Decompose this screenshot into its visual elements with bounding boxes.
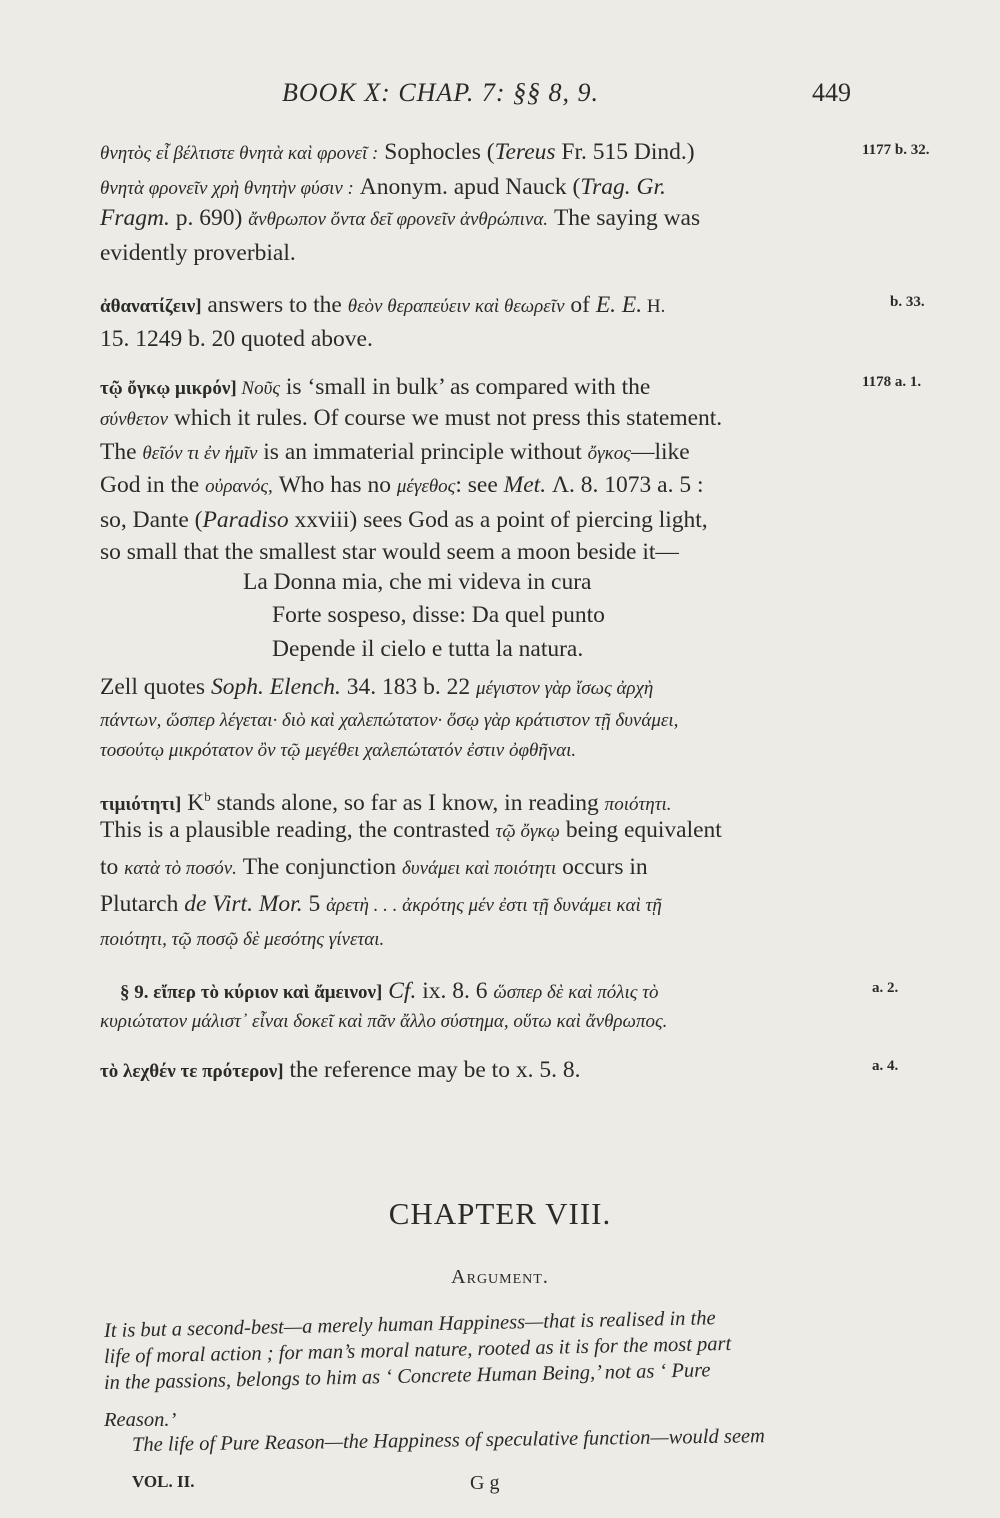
section-mark: § 9. xyxy=(120,982,154,1003)
greek-line: τοσούτῳ μικρότατον ὂν τῷ μεγέθει χαλεπώτατόν ἐστιν ὀφθῆναι. xyxy=(100,740,577,761)
text: occurs in xyxy=(556,854,648,880)
text: The xyxy=(100,439,143,465)
greek-line: πάντων, ὥσπερ λέγεται· διὸ καὶ χαλεπώτατον· ὅσῳ γὰρ κράτιστον τῇ δυνάμει, xyxy=(100,710,679,731)
greek-lemma: εἴπερ τὸ κύριον καὶ ἄμεινον] xyxy=(153,982,383,1003)
greek-text: σύνθετον xyxy=(100,409,169,430)
text-italic: Paradiso xyxy=(202,507,289,533)
greek-line: ποιότητι, τῷ ποσῷ δὲ μεσότης γίνεται. xyxy=(100,929,385,950)
margin-reference: b. 33. xyxy=(890,294,925,310)
page-number: 449 xyxy=(812,78,851,107)
text: Plutarch xyxy=(100,891,185,917)
argument-line: life of moral action ; for man’s moral nature, rooted as it is for the most part xyxy=(103,1332,732,1368)
greek-text: μέγιστον γὰρ ἴσως ἀρχὴ xyxy=(475,678,654,699)
text-italic: Soph. Elench. xyxy=(210,674,341,700)
text: of xyxy=(564,292,596,318)
text: Zell quotes xyxy=(100,674,211,700)
greek-text: ὄγκος xyxy=(587,443,631,464)
text-italic: Fragm. xyxy=(100,205,170,231)
greek-line: κυριώτατον μάλιστ᾽ εἶναι δοκεῖ καὶ πᾶν ἄλλο σύστημα, οὕτω καὶ ἄνθρωπος. xyxy=(100,1011,668,1032)
text: —like xyxy=(630,439,690,465)
greek-text: θεῖόν τι ἐν ἡμῖν xyxy=(142,443,258,464)
text-italic: Cf. xyxy=(382,978,417,1004)
greek-text: ὥσπερ δὲ καὶ πόλις τὸ xyxy=(493,982,659,1003)
greek-lemma: τὸ λεχθέν τε πρότερον] xyxy=(100,1061,284,1082)
text-italic: Tereus xyxy=(494,139,556,165)
margin-reference: 1178 a. 1. xyxy=(862,374,922,390)
superscript: b xyxy=(204,789,211,804)
volume-label: VOL. II. xyxy=(132,1472,195,1491)
text: the reference may be to x. 5. 8. xyxy=(283,1057,581,1083)
note-line xyxy=(100,403,722,435)
greek-lemma: τιμιότητι] xyxy=(100,793,182,815)
greek-text: θνητὰ φρονεῖν χρὴ θνητὴν φύσιν : xyxy=(100,178,354,199)
note-line xyxy=(100,672,653,704)
greek-lemma: ἀθανατίζειν] xyxy=(100,296,202,317)
note-line xyxy=(100,203,700,235)
note-line xyxy=(100,815,722,847)
text: Λ. 8. 1073 a. 5 : xyxy=(546,472,704,498)
margin-reference: a. 4. xyxy=(872,1058,899,1074)
greek-text: οὐρανός, xyxy=(205,476,273,497)
text: The conjunction xyxy=(236,854,403,880)
note-line xyxy=(100,852,648,884)
text: 5 xyxy=(302,891,327,917)
verse-line: La Donna mia, che mi videva in cura xyxy=(243,569,592,595)
signature-mark: G g xyxy=(470,1472,500,1494)
note-line xyxy=(100,1055,580,1087)
chapter-title: CHAPTER VIII. xyxy=(388,1196,612,1231)
text: is an immaterial principle without xyxy=(257,439,588,465)
text-italic: E. E. xyxy=(595,292,643,318)
text: K xyxy=(181,789,205,816)
text: is ‘small in bulk’ as compared with the xyxy=(280,374,651,400)
margin-reference: 1177 b. 32. xyxy=(862,142,930,158)
text: Fr. 515 Dind.) xyxy=(555,139,695,165)
greek-text: ἀρετὴ . . . ἀκρότης μέν ἐστι τῇ δυνάμει καὶ τῇ xyxy=(326,895,662,916)
text: H. xyxy=(642,296,666,317)
text: xxviii) sees God as a point of piercing light, xyxy=(288,507,708,533)
note-line: 15. 1249 b. 20 quoted above. xyxy=(100,326,373,352)
text: : see xyxy=(455,472,504,498)
argument-line: It is but a second-best—a merely human Happiness—that is realised in the xyxy=(103,1307,716,1342)
text: answers to the xyxy=(201,292,348,318)
greek-text: δυνάμει καὶ ποιότητι xyxy=(402,858,557,879)
argument-heading: Argument. xyxy=(451,1266,549,1288)
text: Sophocles ( xyxy=(378,139,495,165)
note-line: evidently proverbial. xyxy=(100,240,296,266)
note-line xyxy=(120,976,659,1008)
verse-line: Depende il cielo e tutta la natura. xyxy=(272,636,584,662)
note-line xyxy=(100,437,690,469)
greek-text: Νοῦς xyxy=(236,378,281,399)
text: so, Dante ( xyxy=(100,507,203,533)
greek-text: μέγεθος xyxy=(396,476,456,497)
text: ix. 8. 6 xyxy=(416,978,494,1004)
text: Who has no xyxy=(272,472,397,498)
greek-text: κατὰ τὸ ποσόν. xyxy=(124,858,237,879)
greek-text: τῷ ὄγκῳ xyxy=(495,821,560,842)
note-line xyxy=(100,470,703,502)
greek-lemma: θνητὸς εἶ βέλτιστε θνητὰ καὶ φρονεῖ : xyxy=(100,143,379,164)
note-line xyxy=(100,889,662,921)
text-italic: de Virt. Mor. xyxy=(184,891,303,917)
greek-lemma: τῷ ὄγκῳ μικρόν] xyxy=(100,378,237,399)
note-line xyxy=(100,137,695,169)
note-line xyxy=(100,505,708,535)
greek-text: ποιότητι. xyxy=(604,793,672,815)
margin-reference: a. 2. xyxy=(872,980,899,996)
note-line xyxy=(100,172,666,204)
text: stands alone, so far as I know, in reading xyxy=(210,789,605,816)
text: to xyxy=(100,854,125,880)
text: God in the xyxy=(100,472,206,498)
argument-line: The life of Pure Reason—the Happiness of speculative function—would seem xyxy=(131,1425,766,1456)
text: 34. 183 b. 22 xyxy=(340,674,476,700)
text: This is a plausible reading, the contrasted xyxy=(100,817,496,843)
text: The saying was xyxy=(548,205,701,231)
running-header: BOOK X: CHAP. 7: §§ 8, 9. xyxy=(282,78,600,107)
greek-text: ἄνθρωπον ὄντα δεῖ φρονεῖν ἀνθρώπινα. xyxy=(248,209,549,230)
text-italic: Met. xyxy=(503,472,547,498)
text: being equivalent xyxy=(559,817,722,843)
greek-text: θεὸν θεραπεύειν καὶ θεωρεῖν xyxy=(347,296,565,317)
note-line: so small that the smallest star would seem a moon beside it— xyxy=(100,539,679,565)
verse-line: Forte sospeso, disse: Da quel punto xyxy=(272,602,605,628)
text-italic: Trag. Gr. xyxy=(580,174,666,200)
argument-line: in the passions, belongs to him as ‘ Concrete Human Being,’ not as ‘ Pure xyxy=(103,1359,711,1394)
argument-line: Reason.’ xyxy=(104,1409,177,1431)
note-line xyxy=(100,290,665,322)
note-line xyxy=(100,372,650,404)
text: Anonym. apud Nauck ( xyxy=(353,174,581,200)
text: which it rules. Of course we must not press this statement. xyxy=(168,405,723,431)
text: p. 690) xyxy=(169,205,249,231)
